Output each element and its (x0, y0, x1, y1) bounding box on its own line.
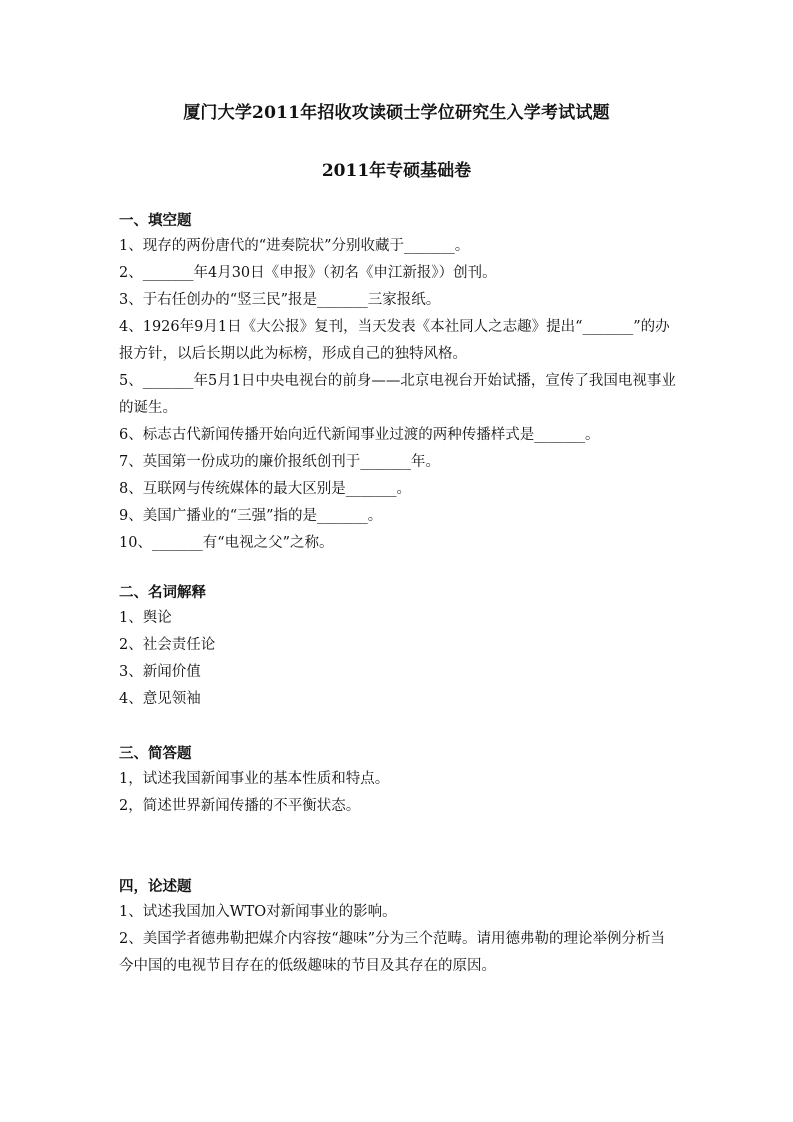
page-subtitle: 2011年专硕基础卷 (321, 161, 472, 181)
question-item: 1、舆论 (119, 610, 172, 626)
question-item: 7、英国第一份成功的廉价报纸创刊于_______年。 (119, 454, 440, 470)
question-item: 8、互联网与传统媒体的最大区别是_______。 (119, 481, 411, 497)
question-item: 3、于右任创办的“竖三民”报是_______三家报纸。 (119, 292, 441, 308)
question-item: 3、新闻价值 (119, 664, 201, 680)
section-heading: 四，论述题 (119, 878, 192, 895)
question-item: 2、社会责任论 (119, 637, 216, 653)
question-item: 2、美国学者德弗勒把媒介内容按“趣味”分为三个范畴。请用德弗勒的理论举例分析当今中国的电视节目存在的低级趣味的节目及其存在的原因。 (119, 931, 666, 974)
question-item: 4、意见领袖 (119, 691, 201, 707)
section-fill-in-blanks (119, 208, 679, 557)
question-item: 1、现存的两份唐代的“进奏院状”分别收藏于_______。 (119, 238, 470, 254)
section-heading: 二、名词解释 (119, 584, 206, 601)
question-item: 9、美国广播业的“三强”指的是_______。 (119, 508, 383, 524)
question-item: 2、_______年4月30日《申报》（初名《申江新报》）创刊。 (119, 265, 497, 281)
section-essay (119, 874, 679, 980)
page-title: 厦门大学2011年招收攻读硕士学位研究生入学考试试题 (183, 103, 610, 123)
section-term-explanation (119, 580, 679, 713)
section-heading: 三、简答题 (119, 745, 192, 762)
question-item: 5、_______年5月1日中央电视台的前身——北京电视台开始试播，宣传了我国电视事业的诞生。 (119, 373, 676, 416)
question-item: 6、标志古代新闻传播开始向近代新闻事业过渡的两种传播样式是_______。 (119, 427, 600, 443)
section-heading: 一、填空题 (119, 212, 192, 229)
question-item: 1，试述我国新闻事业的基本性质和特点。 (119, 771, 390, 787)
question-item: 2，简述世界新闻传播的不平衡状态。 (119, 798, 361, 814)
question-item: 4、1926年9月1日《大公报》复刊，当天发表《本社同人之志趣》提出“_______”的办报方针，以后长期以此为标榜，形成自己的独特风格。 (119, 319, 670, 362)
question-item: 1、试述我国加入WTO对新闻事业的影响。 (119, 904, 397, 920)
section-short-answer (119, 741, 679, 820)
question-item: 10、_______有“电视之父”之称。 (119, 535, 334, 551)
